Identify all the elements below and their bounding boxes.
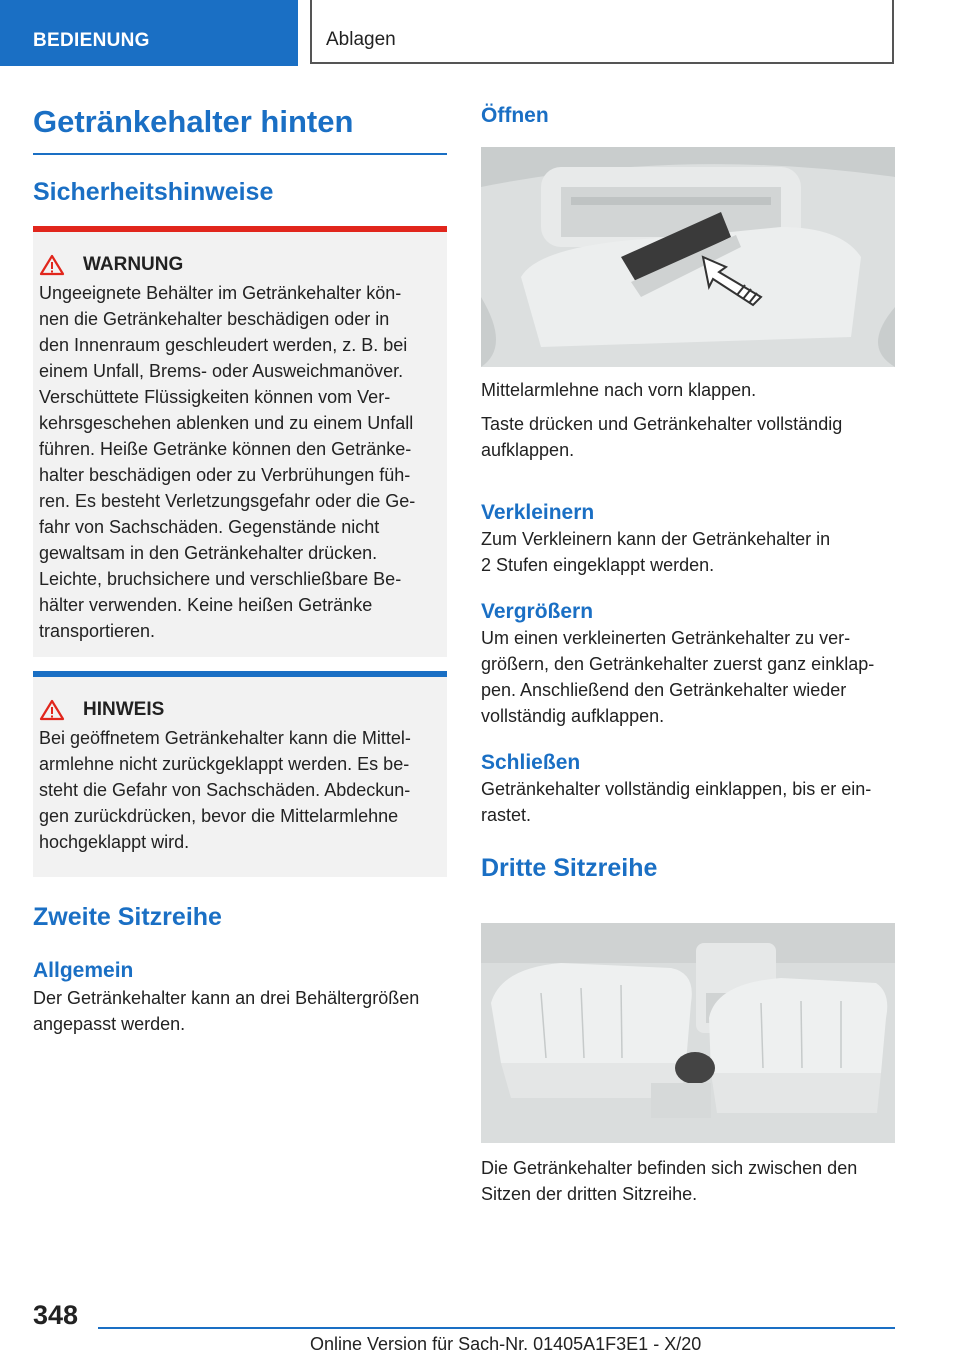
text-line: steht die Gefahr von Sachschäden. Abdeckun- <box>39 780 411 800</box>
text-line: Taste drücken und Getränkehalter vollständig <box>481 414 843 434</box>
text-line: Um einen verkleinerten Getränkehalter zu ver- <box>481 628 851 648</box>
open-heading: Öffnen <box>481 104 549 127</box>
footer-divider <box>98 1327 895 1329</box>
text-line: Getränkehalter vollständig einklappen, bis er ein- <box>481 779 872 799</box>
text-line: gewaltsam in den Getränkehalter drücken. <box>39 543 378 563</box>
section-label: BEDIENUNG <box>33 30 150 51</box>
page-number: 348 <box>33 1300 79 1330</box>
text-line: hochgeklappt wird. <box>39 832 190 852</box>
subsection-tab <box>310 0 894 64</box>
third-row-illustration <box>481 923 895 1143</box>
third-row-photo <box>481 923 895 1143</box>
text-line: den Innenraum geschleudert werden, z. B. bei <box>39 335 408 355</box>
text-line: Bei geöffnetem Getränkehalter kann die Mittel- <box>39 728 411 748</box>
text-line: einem Unfall, Brems- oder Ausweichmanöver. <box>39 361 404 381</box>
text-line: gen zurückdrücken, bevor die Mittelarmlehne <box>39 806 399 826</box>
text-line: hälter verwenden. Keine heißen Getränke <box>39 595 373 615</box>
text-line: kehrsgeschehen ablenken und zu einem Unfall <box>39 413 414 433</box>
safety-heading: Sicherheitshinweise <box>33 178 274 206</box>
text-line: transportieren. <box>39 621 156 641</box>
text-line: fahr von Sachschäden. Gegenstände nicht <box>39 517 380 537</box>
armrest-photo <box>481 147 895 367</box>
text-line: Sitzen der dritten Sitzreihe. <box>481 1184 698 1204</box>
warning-box <box>33 226 447 657</box>
close-heading: Schließen <box>481 751 581 774</box>
text-line: nen die Getränkehalter beschädigen oder in <box>39 309 390 329</box>
text-line: Zum Verkleinern kann der Getränkehalter in <box>481 529 831 549</box>
text-line: vollständig aufklappen. <box>481 706 665 726</box>
text-line: Ungeeignete Behälter im Getränkehalter kön- <box>39 283 402 303</box>
third-row-text <box>481 1155 895 1207</box>
notice-triangle-icon <box>39 699 65 721</box>
subsection-label: Ablagen <box>326 29 396 50</box>
online-version-text: Online Version für Sach-Nr. 01405A1F3E1 - X/20 <box>310 1334 702 1354</box>
text-line: aufklappen. <box>481 440 575 460</box>
third-row-heading: Dritte Sitzreihe <box>481 854 658 882</box>
text-line: Verschüttete Flüssigkeiten können vom Ver- <box>39 387 391 407</box>
text-line: 2 Stufen eingeklappt werden. <box>481 555 715 575</box>
warning-triangle-icon <box>39 254 65 276</box>
armrest-illustration <box>481 147 895 367</box>
text-line: halter beschädigen oder zu Verbrühungen füh- <box>39 465 411 485</box>
text-line: führen. Heiße Getränke können den Getränke- <box>39 439 412 459</box>
text-line: angepasst werden. <box>33 1014 186 1034</box>
note-box <box>33 671 447 877</box>
text-line: Mittelarmlehne nach vorn klappen. <box>481 380 757 400</box>
text-line: rastet. <box>481 805 532 825</box>
text-line: Leichte, bruchsichere und verschließbare Be- <box>39 569 402 589</box>
left-column <box>33 104 447 1037</box>
page-title: Getränkehalter hinten <box>33 104 354 139</box>
general-heading: Allgemein <box>33 959 134 982</box>
section-tab <box>0 0 298 66</box>
text-line: Der Getränkehalter kann an drei Behältergrößen <box>33 988 420 1008</box>
text-line: Die Getränkehalter befinden sich zwischen den <box>481 1158 858 1178</box>
warning-text <box>39 280 437 644</box>
enlarge-heading: Vergrößern <box>481 600 594 623</box>
text-line: armlehne nicht zurückgeklappt werden. Es be- <box>39 754 410 774</box>
right-column <box>481 104 895 128</box>
text-line: ren. Es besteht Verletzungsgefahr oder die Ge- <box>39 491 416 511</box>
warning-label: WARNUNG <box>83 254 184 275</box>
second-row-heading: Zweite Sitzreihe <box>33 903 222 931</box>
note-text <box>39 725 437 855</box>
text-line: größern, den Getränkehalter zuerst ganz einklap- <box>481 654 875 674</box>
reduce-heading: Verkleinern <box>481 501 595 524</box>
note-label: HINWEIS <box>83 699 165 720</box>
text-line: pen. Anschließend den Getränkehalter wieder <box>481 680 847 700</box>
open-text-block <box>481 377 895 883</box>
title-divider <box>33 153 447 155</box>
general-text <box>33 985 447 1037</box>
